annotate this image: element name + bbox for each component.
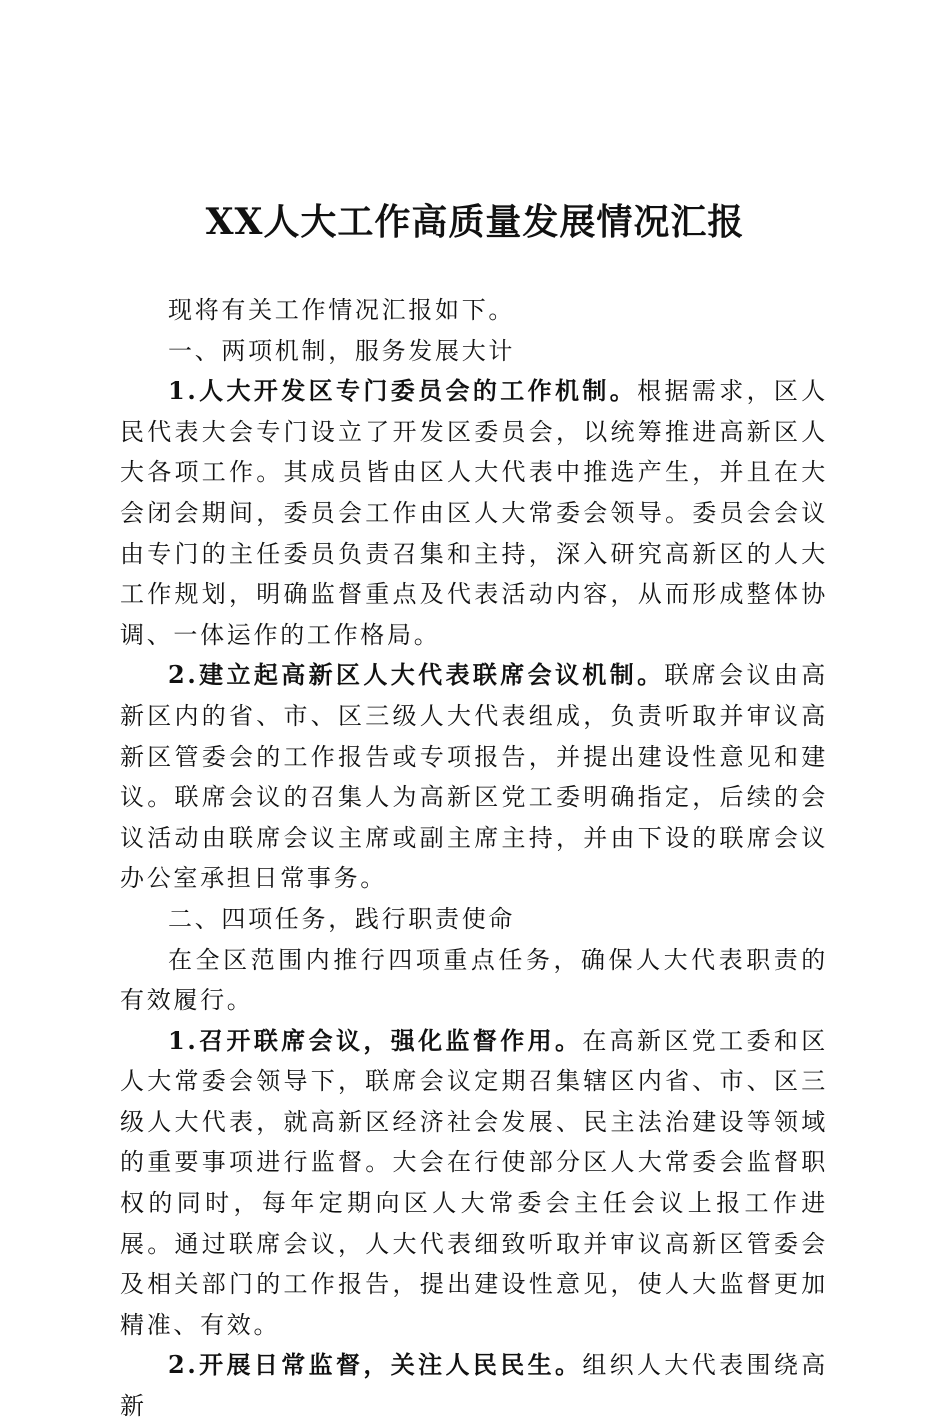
section-1-item-2-text: 联席会议由高新区内的省、市、区三级人大代表组成，负责听取并审议高新区管委会的工作报告或专项报告，并提出建设性意见和建议。联席会议的召集人为高新区党工委明确指定，后续的会议活动由联席会议主席或副主席主持，并由下设的联席会议办公室承担日常事务。: [120, 661, 828, 893]
intro-paragraph: 现将有关工作情况汇报如下。: [168, 296, 516, 324]
section-2-item-2-text: 组织人大代表围绕高新: [120, 1351, 828, 1421]
section-1-item-2: [120, 655, 828, 899]
section-1-heading: 一、两项机制，服务发展大计: [168, 336, 516, 365]
section-1-item-1: [120, 371, 828, 655]
section-2-item-1: [120, 1021, 828, 1346]
section-1-item-1-text: 根据需求，区人民代表大会专门设立了开发区委员会，以统筹推进高新区人大各项工作。其成员皆由区人大代表中推选产生，并且在大会闭会期间，委员会工作由区人大常委会领导。委员会会议由专门的主任委员负责召集和主持，深入研究高新区的人大工作规划，明确监督重点及代表活动内容，从而形成整体协调、一体运作的工作格局。: [120, 377, 829, 649]
section-2-heading: 二、四项任务，践行职责使命: [168, 904, 516, 933]
document-title: XX人大工作高质量发展情况汇报: [205, 201, 745, 243]
section-1-item-2-lead: 2.建立起高新区人大代表联席会议机制。: [168, 660, 665, 690]
section-2-item-1-lead: 1.召开联席会议，强化监督作用。: [168, 1025, 583, 1055]
document-body: [120, 290, 828, 1427]
section-2-item-1-text: 在高新区党工委和区人大常委会领导下，联席会议定期召集辖区内省、市、区三级人大代表，就高新区经济社会发展、民主法治建设等领域的重要事项进行监督。大会在行使部分区人大常委会监督职权的同时，每年定期向区人大常委会主任会议上报工作进展。通过联席会议，人大代表细致听取并审议高新区管委会及相关部门的工作报告，提出建设性意见，使人大监督更加精准、有效。: [120, 1026, 828, 1339]
section-2-item-2: [120, 1345, 828, 1426]
section-2-item-2-lead: 2.开展日常监督，关注人民民生。: [168, 1350, 583, 1380]
section-1-item-1-lead: 1.人大开发区专门委员会的工作机制。: [168, 376, 638, 406]
section-2-intro: 在全区范围内推行四项重点任务，确保人大代表职责的有效履行。: [120, 945, 828, 1015]
